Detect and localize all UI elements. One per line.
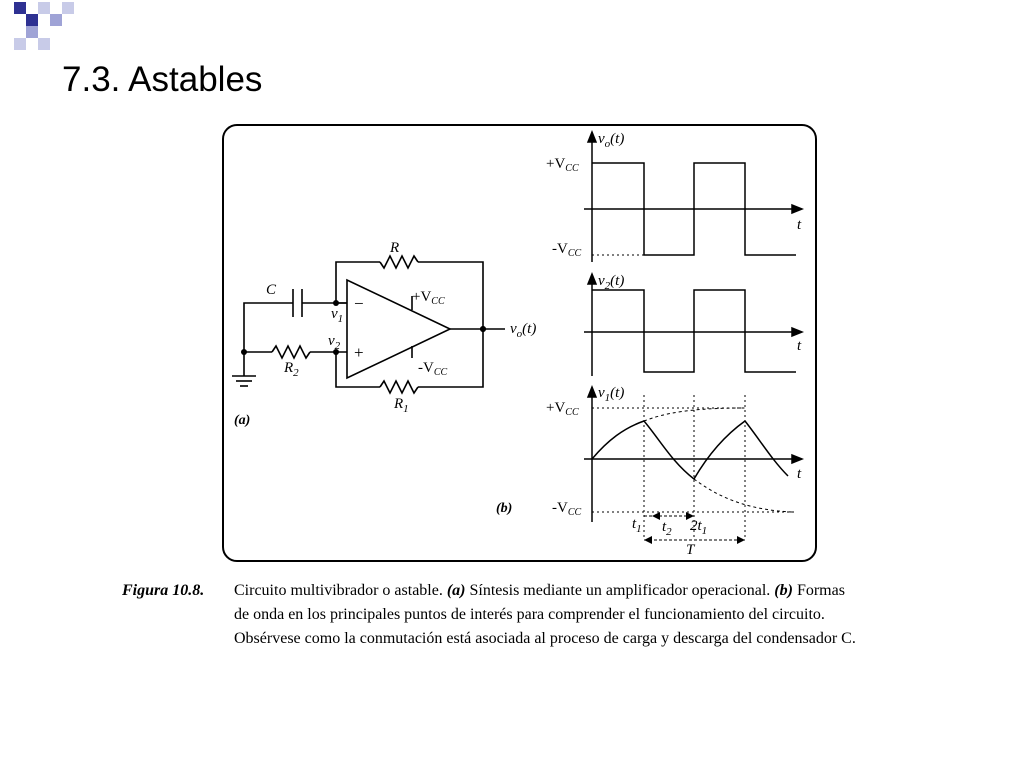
panel-b-label: (b) — [496, 501, 513, 516]
resistor-R1 — [380, 381, 418, 393]
label-v1: $v_1$ — [331, 306, 344, 325]
slide-title: 7.3. Astables — [62, 60, 263, 99]
v1-charge-asymptote — [644, 408, 745, 421]
plot3-xlabel: t — [797, 466, 802, 482]
label-vo: $v_o(t)$ — [510, 321, 537, 340]
plot1-ylabel: $v_o(t)$ — [598, 131, 625, 150]
caption-line-3: Obsérvese como la conmutación está asociada al proceso de carga y descarga del condensador C. — [234, 630, 856, 647]
plot3-ylabel: $v_1(t)$ — [598, 385, 625, 404]
label-R1: $R_1$ — [394, 396, 409, 415]
caption-line-2: de onda en los principales puntos de interés para comprender el funcionamiento del circuito. — [234, 606, 825, 623]
label-C: C — [266, 282, 277, 298]
v2-waveform — [592, 290, 796, 372]
label-R2: $R_2$ — [284, 360, 299, 379]
panel-a-label: (a) — [234, 413, 251, 428]
plot1-pos-level: $+V_{CC}$ — [546, 156, 579, 174]
label-vcc-pos: $+V_{CC}$ — [412, 289, 445, 307]
plot3-neg-level: $-V_{CC}$ — [552, 500, 582, 518]
plot3-pos-level: $+V_{CC}$ — [546, 400, 579, 418]
label-t1: $t_1$ — [632, 516, 642, 535]
caption-line-1: Circuito multivibrador o astable. (a) Síntesis mediante un amplificador operacional. (b) Formas — [234, 582, 845, 599]
figure-frame — [223, 125, 816, 561]
label-R: R — [390, 240, 400, 256]
resistor-R2 — [272, 346, 310, 358]
opamp-plus: + — [354, 343, 364, 362]
opamp-minus: − — [354, 294, 364, 313]
plot2-xlabel: t — [797, 338, 802, 354]
label-vcc-neg: $-V_{CC}$ — [418, 360, 448, 378]
plot2-ylabel: $v_2(t)$ — [598, 273, 625, 292]
plot1-xlabel: t — [797, 217, 802, 233]
resistor-R — [380, 256, 418, 268]
label-t2: $t_2$ — [662, 519, 672, 538]
plot1-neg-level: $-V_{CC}$ — [552, 241, 582, 259]
label-v2: $v_2$ — [328, 333, 341, 352]
label-period: T — [686, 542, 695, 558]
label-2t1: $2t_1$ — [690, 518, 708, 537]
circuit-schematic — [232, 256, 505, 393]
v1-waveform — [592, 421, 788, 479]
caption-label: Figura 10.8. — [122, 582, 205, 599]
v1-discharge-asymptote — [694, 479, 792, 512]
